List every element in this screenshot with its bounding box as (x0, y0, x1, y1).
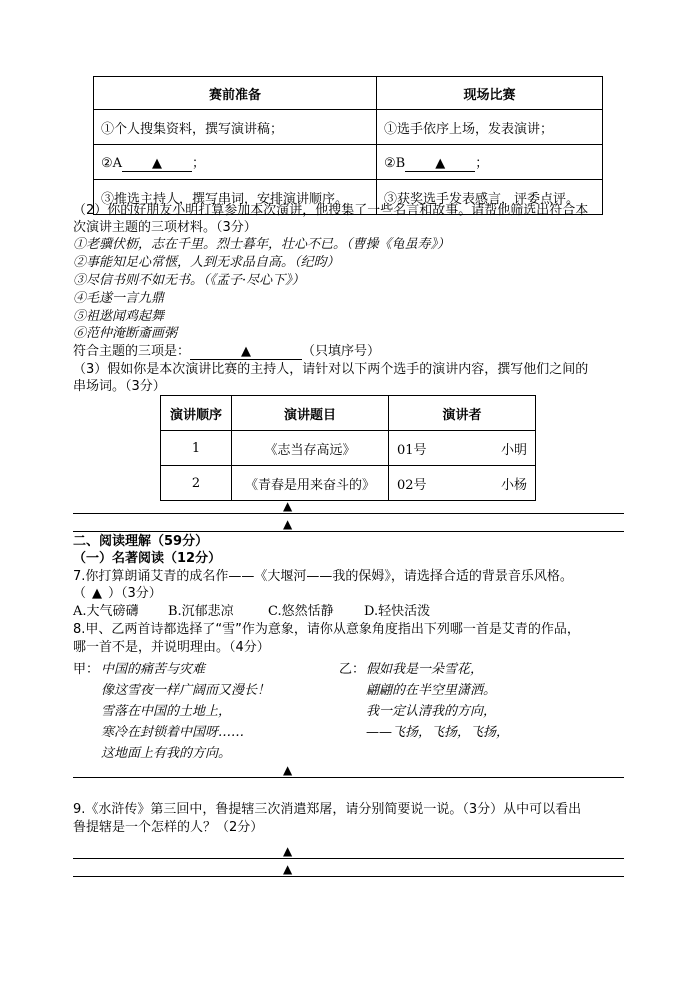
q2-item: ①老骥伏枥，志在千里。烈士暮年，壮心不已。（曹操《龟虽寿》） (73, 237, 451, 252)
table-header: 现场比赛 (377, 77, 603, 110)
subsection-title: （一）名著阅读（12分） (73, 551, 222, 566)
answer-line[interactable] (73, 876, 624, 877)
speech-order-table (160, 395, 536, 501)
poem-a-line: 寒冷在封锁着中国呀…… (101, 725, 245, 740)
q8-text: 哪一首不是，并说明理由。（4分） (73, 640, 270, 655)
poem-a-line: 中国的痛苦与灾难 (101, 662, 206, 677)
answer-marker: ▲ (283, 763, 293, 777)
q2-intro: 次演讲主题的三项材料。（3分） (73, 220, 257, 235)
table-cell: 《青春是用来奋斗的》 (232, 466, 389, 501)
table-cell-a-blank[interactable]: ②A ▲ ； (94, 145, 377, 180)
table-cell-b-blank[interactable]: ②B ▲ ； (377, 145, 603, 180)
table-cell: ①个人搜集资料，撰写演讲稿； (94, 110, 377, 145)
table-cell: 02号 小杨 (389, 466, 536, 501)
q7-option[interactable]: D.轻快活泼 (364, 604, 431, 619)
table-header: 演讲题目 (232, 396, 389, 431)
q2-item: ②事能知足心常惬，人到无求品自高。（纪昀） (73, 255, 340, 270)
q2-item: ⑥范仲淹断齑画粥 (73, 326, 178, 341)
poem-b-line: 翩翩的在半空里潇洒。 (366, 683, 497, 698)
poem-b-line: 假如我是一朵雪花， (366, 662, 484, 677)
table-cell: ①选手依序上场，发表演讲； (377, 110, 603, 145)
q2-answer-line (73, 343, 380, 361)
blank-marker: ▲ (92, 586, 103, 601)
answer-blank[interactable] (405, 157, 475, 172)
answer-line[interactable] (73, 513, 624, 514)
q7-option[interactable]: A.大气磅礴 (73, 604, 139, 619)
q7-answer: （ ▲ ）（3分） (73, 586, 162, 601)
answer-marker: ▲ (283, 862, 293, 876)
table-cell: 01号 小明 (389, 431, 536, 466)
answer-blank[interactable] (190, 345, 302, 360)
answer-line[interactable] (73, 531, 624, 532)
poem-a-line: 像这雪夜一样广阔而又漫长！ (101, 683, 271, 698)
q8-text: 8.甲、乙两首诗都选择了“雪”作为意象，请你从意象角度指出下列哪一首是艾青的作品， (73, 622, 580, 637)
blank-marker: ▲ (435, 156, 446, 171)
q2-intro: （2）你的好朋友小明打算参加本次演讲，他搜集了一些名言和故事。请帮他筛选出符合本 (73, 203, 589, 218)
section-title: 二、阅读理解（59分） (73, 534, 209, 549)
table-header: 演讲顺序 (161, 396, 232, 431)
poem-a-label: 甲： (73, 662, 100, 677)
answer-blank[interactable] (86, 586, 108, 601)
answer-line[interactable] (73, 858, 624, 859)
q2-item: ⑤祖逖闻鸡起舞 (73, 309, 165, 324)
poem-b-label: 乙： (339, 662, 366, 677)
preparation-table (93, 76, 603, 215)
blank-marker: ▲ (241, 344, 252, 359)
answer-suffix: （只填序号） (302, 344, 381, 359)
q7-option[interactable]: B.沉郁悲凉 (168, 604, 234, 619)
table-header: 赛前准备 (94, 77, 377, 110)
q7-option[interactable]: C.悠然恬静 (268, 604, 334, 619)
q7-text: 7.你打算朗诵艾青的成名作——《大堰河——我的保姆》，请选择合适的背景音乐风格。 (73, 569, 573, 584)
q9-text: 9.《水浒传》第三回中，鲁提辖三次消遣郑屠，请分别简要说一说。（3分）从中可以看出 (73, 802, 582, 817)
table-cell: 《志当存高远》 (232, 431, 389, 466)
table-cell: ③推选主持人，撰写串词，安排演讲顺序。 (94, 180, 377, 215)
answer-prefix: 符合主题的三项是： (73, 344, 191, 359)
q2-item: ③尽信书则不如无书。（《孟子·尽心下》） (73, 273, 305, 288)
poem-b-line: ——飞扬，飞扬，飞扬， (366, 725, 510, 740)
q3-intro: 串场词。（3分） (73, 379, 166, 394)
q2-item: ④毛遂一言九鼎 (73, 291, 165, 306)
poem-b-line: 我一定认清我的方向， (366, 704, 497, 719)
q9-text: 鲁提辖是一个怎样的人？（2分） (73, 820, 264, 835)
poem-a-line: 雪落在中国的土地上， (101, 704, 232, 719)
table-cell: 1 (161, 431, 232, 466)
answer-blank[interactable] (122, 157, 192, 172)
answer-marker: ▲ (283, 517, 293, 531)
q3-intro: （3）假如你是本次演讲比赛的主持人，请针对以下两个选手的演讲内容，撰写他们之间的 (73, 362, 589, 377)
answer-line[interactable] (73, 777, 624, 778)
table-cell: 2 (161, 466, 232, 501)
table-cell: ③获奖选手发表感言，评委点评。 (377, 180, 603, 215)
blank-marker: ▲ (152, 156, 163, 171)
table-header: 演讲者 (389, 396, 536, 431)
poem-a-line: 这地面上有我的方向。 (101, 746, 232, 761)
answer-marker: ▲ (283, 499, 293, 513)
answer-marker: ▲ (283, 844, 293, 858)
